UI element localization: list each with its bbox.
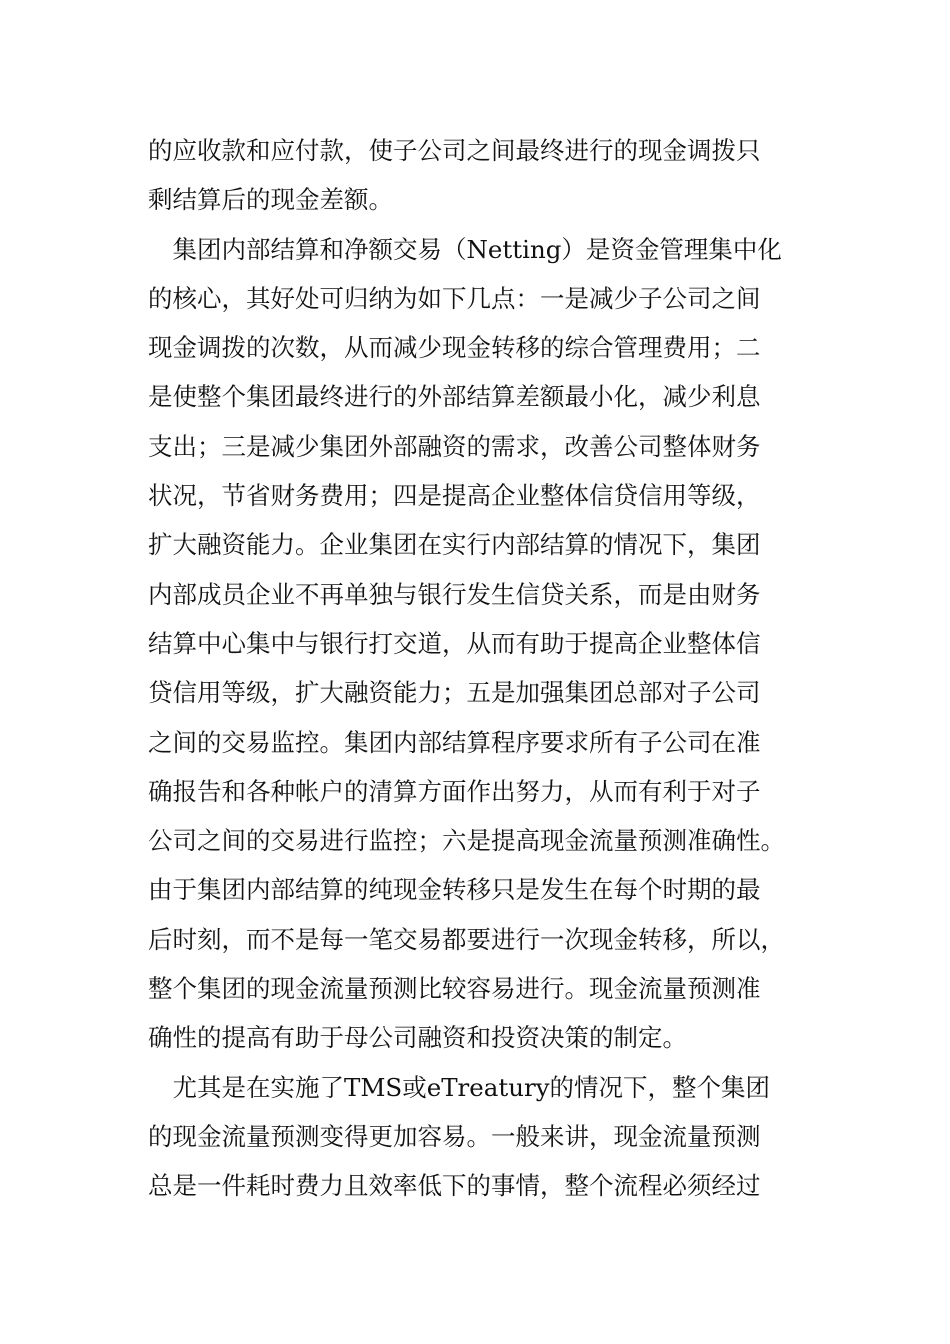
text-line: 的应收款和应付款，使子公司之间最终进行的现金调拨只 — [148, 136, 761, 165]
text-line: 剩结算后的现金差额。 — [148, 185, 393, 215]
text-line: 结算中心集中与银行打交道，从而有助于提高企业整体信 — [148, 628, 761, 658]
text-line: 贷信用等级，扩大融资能力；五是加强集团总部对子公司 — [148, 678, 761, 708]
document-body — [148, 126, 818, 1211]
text-line: 是使整个集团最终进行的外部结算差额最小化，减少利息 — [148, 382, 761, 412]
text-line: 尤其是在实施了TMS或eTreatury的情况下，整个集团 — [148, 1072, 771, 1102]
text-line: 内部成员企业不再单独与银行发生信贷关系，而是由财务 — [148, 579, 761, 609]
text-line: 状况，节省财务费用；四是提高企业整体信贷信用等级， — [148, 481, 761, 511]
text-line: 之间的交易监控。集团内部结算程序要求所有子公司在准 — [148, 727, 761, 757]
text-line: 总是一件耗时费力且效率低下的事情，整个流程必须经过 — [148, 1171, 761, 1201]
text-line: 确性的提高有助于母公司融资和投资决策的制定。 — [148, 1023, 687, 1053]
text-line: 确报告和各种帐户的清算方面作出努力，从而有利于对子 — [148, 776, 761, 806]
text-line: 现金调拨的次数，从而减少现金转移的综合管理费用；二 — [148, 333, 761, 363]
text-line: 的核心，其好处可归纳为如下几点：一是减少子公司之间 — [148, 283, 761, 313]
text-line: 后时刻，而不是每一笔交易都要进行一次现金转移，所以， — [148, 924, 785, 954]
text-line: 支出；三是减少集团外部融资的需求，改善公司整体财务 — [148, 431, 761, 461]
text-line: 的现金流量预测变得更加容易。一般来讲，现金流量预测 — [148, 1121, 761, 1151]
text-line: 公司之间的交易进行监控；六是提高现金流量预测准确性。 — [148, 826, 785, 856]
text-line: 由于集团内部结算的纯现金转移只是发生在每个时期的最 — [148, 875, 761, 905]
text-line: 集团内部结算和净额交易（Netting）是资金管理集中化 — [148, 234, 782, 264]
text-line: 扩大融资能力。企业集团在实行内部结算的情况下，集团 — [148, 530, 761, 560]
text-line: 整个集团的现金流量预测比较容易进行。现金流量预测准 — [148, 974, 761, 1004]
